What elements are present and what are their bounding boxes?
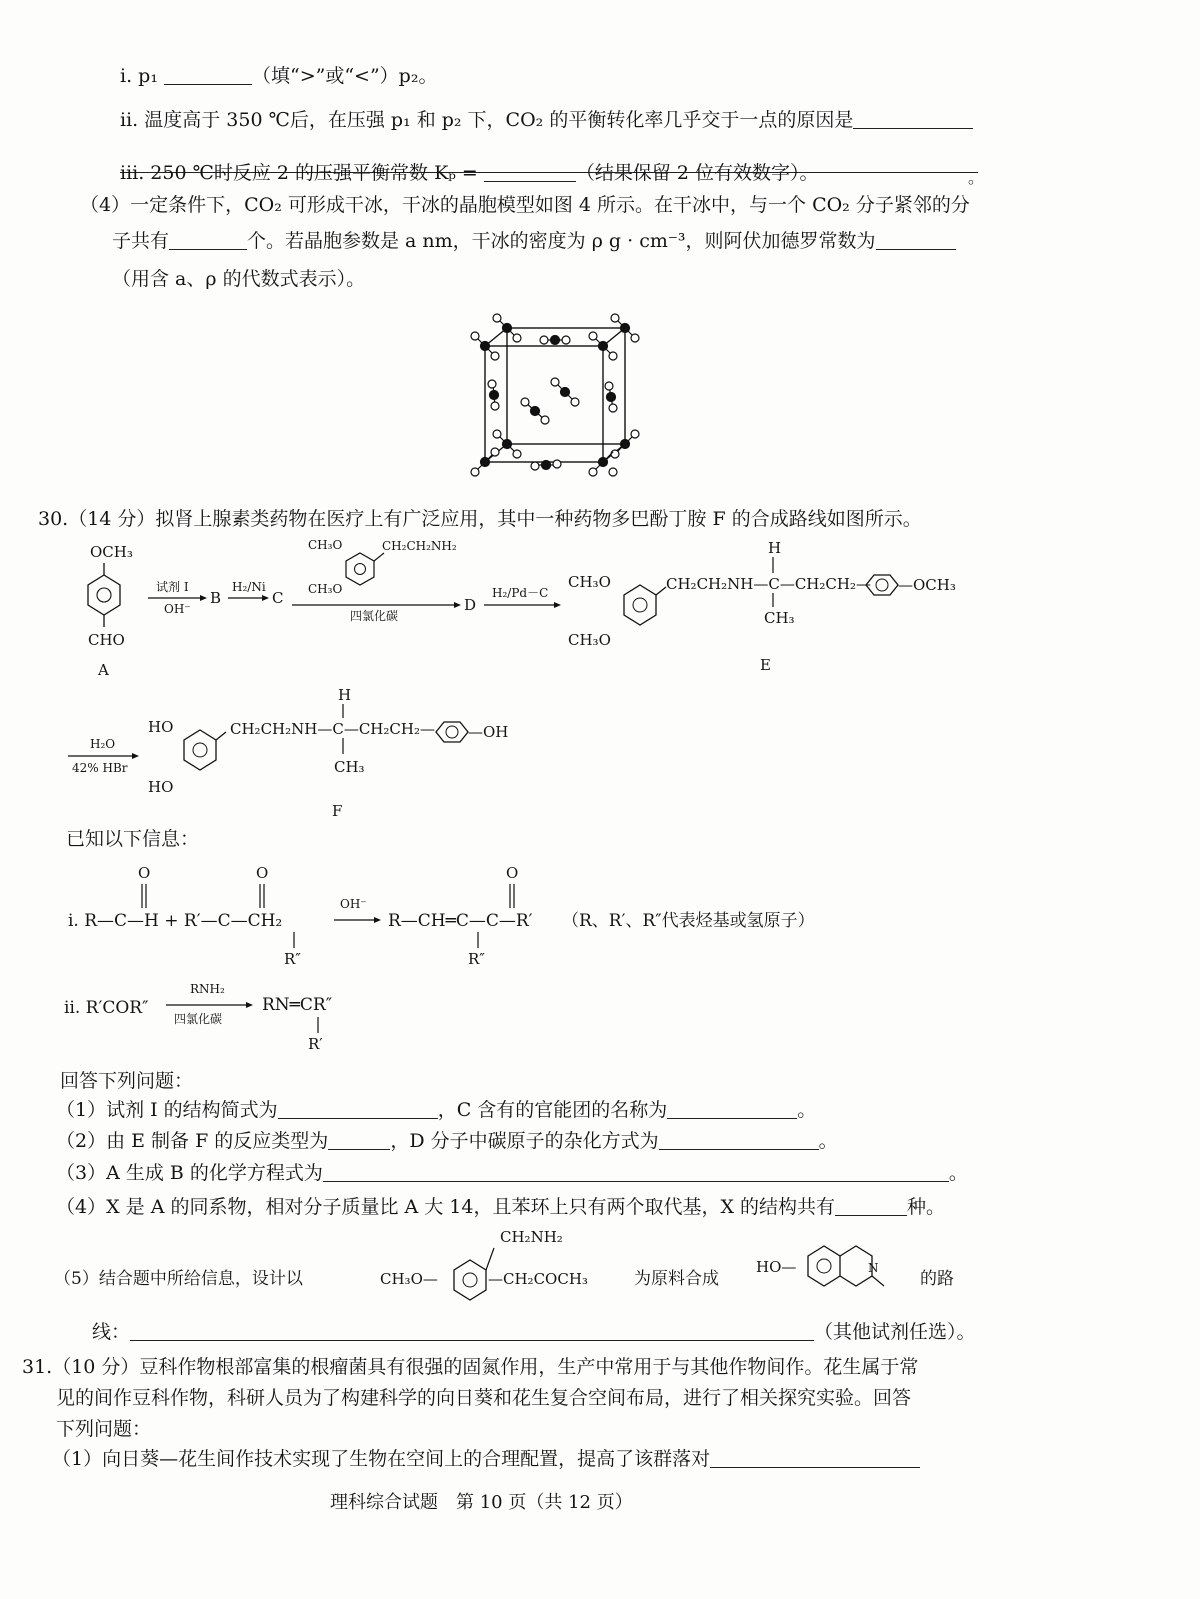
q29-4-line1 (80, 196, 970, 215)
answer-blank[interactable] (710, 1449, 920, 1468)
answer-blank[interactable] (169, 231, 247, 250)
arrow2-reagent: H₂/Ni (232, 580, 266, 594)
info-i-arrow-label: OH⁻ (340, 897, 367, 911)
E-ch3o-2: CH₃O (568, 631, 611, 649)
q29-3-iii-line (120, 163, 819, 183)
q29-4-text: （4）一定条件下，CO₂ 可形成干冰，干冰的晶胞模型如图 4 所示。在干冰中，与一个 CO₂ 分子紧邻的分 (80, 194, 970, 216)
q30-1-text-c: 。 (797, 1099, 817, 1121)
target-tetrahydroisoquinoline (756, 1246, 884, 1286)
q31-line1 (22, 1358, 918, 1377)
answer-blank[interactable] (853, 110, 973, 129)
q30-3-line (56, 1163, 968, 1183)
info-ii-product: RN═CR″ (262, 995, 333, 1015)
q30-2-text-b: ，D 分子中碳原子的杂化方式为 (390, 1130, 659, 1152)
q29-3-iii-text-b: （结果保留 2 位有效数字）。 (575, 162, 819, 184)
answer-blank[interactable] (667, 1100, 797, 1119)
arrow5-condition: 42% HBr (72, 761, 128, 775)
arrow1-reagent: 试剂 Ⅰ (156, 580, 189, 594)
q30-title (38, 510, 922, 529)
q30-4-text-a: （4）X 是 A 的同系物，相对分子质量比 A 大 14，且苯环上只有两个取代基，X 的结构共有 (56, 1196, 836, 1218)
info-i-product: R—CH═C—C—R′ (388, 911, 533, 931)
arrow5-reagent: H₂O (90, 737, 116, 751)
page-footer (330, 1494, 633, 1512)
q30-5-text-c: 的路 (920, 1269, 954, 1289)
info-ii-R: R′ (308, 1035, 323, 1053)
answer-blank[interactable] (328, 1131, 390, 1150)
info-ii-reactant: ⅱ. R′COR″ (64, 998, 149, 1018)
co2-molecule (540, 336, 570, 345)
q31-1-text: （1）向日葵—花生间作技术实现了生物在空间上的合理配置，提高了该群落对 (52, 1448, 711, 1470)
A-label: A (98, 661, 109, 679)
answer-blank[interactable] (876, 231, 956, 250)
q29-4-line3 (112, 270, 365, 289)
q31-text-3: 下列问题： (56, 1418, 152, 1440)
q30-2-text-a: （2）由 E 制备 F 的反应类型为 (56, 1130, 329, 1152)
info-i-reactants: ⅰ. R—C—H + R′—C—CH₂ (68, 911, 283, 931)
target-n: N (868, 1261, 879, 1275)
F-H: H (338, 686, 352, 704)
q30-1-text-a: （1）试剂 Ⅰ 的结构简式为 (56, 1099, 278, 1121)
q30-5-line2 (92, 1322, 976, 1342)
reagent-ch3o-2: CH₃O (308, 582, 343, 596)
E-ch3o-1: CH₃O (568, 573, 611, 591)
q29-3-i-line (120, 66, 437, 86)
arrow1-condition: OH⁻ (164, 602, 191, 616)
F-label: F (332, 802, 343, 820)
A-och3: OCH₃ (90, 543, 133, 561)
q30-5-line2-a: 线： (92, 1321, 131, 1343)
F-chain: CH₂CH₂NH—C—CH₂CH₂— (230, 720, 435, 738)
answer-intro-text: 回答下列问题： (60, 1070, 194, 1092)
q30-4-line (56, 1197, 945, 1217)
E-label: E (760, 656, 771, 674)
q31-line2 (56, 1389, 911, 1408)
co2-molecule (521, 398, 549, 424)
sm-ch3o: CH₃O— (380, 1270, 438, 1288)
q29-4-text-a: 子共有 (112, 230, 170, 252)
F-CH3: CH₃ (334, 758, 365, 776)
q30-5-line2-b: （其他试剂任选）。 (814, 1321, 976, 1343)
reagent-chain: CH₂CH₂NH₂ (382, 539, 457, 553)
answer-blank[interactable] (484, 163, 576, 182)
F-oh-end: —OH (468, 723, 509, 741)
amine-reagent (308, 538, 457, 596)
co2-molecule (551, 378, 579, 406)
q30-2-text-c: 。 (818, 1130, 838, 1152)
q30-4-text-b: 种。 (907, 1196, 946, 1218)
F-ho-2: HO (148, 778, 174, 796)
q31-text-1: 31.（10 分）豆科作物根部富集的根瘤菌具有很强的固氮作用，生产中常用于与其他作物间作。花生属于常 (22, 1356, 919, 1378)
co2-molecule (605, 382, 617, 412)
starting-material (380, 1228, 588, 1300)
answer-blank[interactable] (278, 1100, 438, 1119)
sm-ch2nh2: CH₂NH₂ (500, 1228, 563, 1246)
arrow4-reagent: H₂/Pd－C (492, 586, 549, 600)
D-label: D (464, 596, 477, 614)
dry-ice-unit-cell-figure (455, 310, 655, 495)
q30-1-line (56, 1100, 816, 1120)
E-och3-end: —OCH₃ (898, 576, 956, 594)
period: 。 (968, 168, 985, 187)
answer-blank[interactable] (835, 1197, 907, 1216)
info-i-R2: R″ (284, 950, 301, 968)
q29-3-ii-text: ⅱ. 温度高于 350 ℃后，在压强 p₁ 和 p₂ 下，CO₂ 的平衡转化率几乎交于一点的原因是 (120, 109, 854, 131)
info-i-O2: O (256, 864, 269, 882)
C-label: C (272, 589, 284, 607)
q29-3-ii-line (120, 110, 973, 130)
A-cho: CHO (88, 631, 125, 649)
q30-title-text: 30.（14 分）拟肾上腺素类药物在医疗上有广泛应用，其中一种药物多巴酚丁胺 F 的合成路线如图所示。 (38, 508, 922, 530)
compound-F (148, 686, 508, 820)
synthesis-scheme-row1 (60, 535, 980, 690)
arrow3-solvent: 四氯化碳 (350, 609, 399, 623)
known-info-heading (66, 830, 199, 849)
q31-text-2: 见的间作豆科作物，科研人员为了构建科学的向日葵和花生复合空间布局，进行了相关探究实验。回答 (56, 1387, 912, 1409)
q31-1-line (52, 1449, 920, 1469)
info-ii-reagent: RNH₂ (190, 982, 225, 996)
q30-5-text-a: （5）结合题中所给信息，设计以 (54, 1269, 303, 1289)
answer-intro (60, 1072, 193, 1091)
E-H: H (768, 539, 782, 557)
q30-5-line (50, 1222, 980, 1312)
q29-4-text-b: 个。若晶胞参数是 a nm，干冰的密度为 ρ g · cm⁻³，则阿伏加德罗常数为 (247, 230, 876, 252)
q30-1-text-b: ，C 含有的官能团的名称为 (437, 1099, 668, 1121)
known-info-text: 已知以下信息： (66, 828, 200, 850)
info-i-O3: O (506, 864, 519, 882)
answer-blank[interactable] (323, 1163, 949, 1182)
F-ho-1: HO (148, 718, 174, 736)
q29-4-text-c: （用含 a、ρ 的代数式表示）。 (112, 268, 366, 290)
info-i-note: （R、R′、R″代表烃基或氢原子） (562, 911, 815, 931)
q29-3-iii-text: ⅲ. 250 ℃时反应 2 的压强平衡常数 Kₚ = (120, 162, 484, 184)
co2-molecule (488, 380, 499, 410)
q30-3-period: 。 (948, 1162, 968, 1184)
q29-3-i-text: ⅰ. p₁ (120, 65, 164, 87)
info-i-R3: R″ (468, 950, 485, 968)
E-CH3: CH₃ (764, 609, 795, 627)
answer-blank[interactable] (659, 1131, 819, 1150)
answer-blank[interactable] (164, 66, 252, 85)
answer-blank[interactable] (130, 1322, 814, 1341)
sm-chain: —CH₂COCH₃ (488, 1270, 588, 1288)
q30-2-line (56, 1131, 838, 1151)
compound-E (568, 539, 956, 674)
compound-A (88, 543, 133, 679)
known-info-ii (62, 975, 462, 1055)
info-ii-solvent: 四氯化碳 (174, 1012, 223, 1026)
q30-5-text-b: 为原料合成 (634, 1269, 719, 1289)
known-info-i (62, 858, 942, 970)
footer-text: 理科综合试题 第 10 页（共 12 页） (330, 1492, 633, 1513)
q29-3-i-text-b: （填“>”或“<”）p₂。 (251, 65, 438, 87)
co2-molecule (531, 460, 561, 470)
target-ho: HO— (756, 1258, 797, 1276)
synthesis-scheme-row2 (60, 680, 580, 825)
reagent-ch3o-1: CH₃O (308, 538, 343, 552)
q31-line3 (56, 1420, 151, 1439)
info-i-O1: O (138, 864, 151, 882)
q30-3-text: （3）A 生成 B 的化学方程式为 (56, 1162, 323, 1184)
q29-4-line2 (112, 231, 956, 251)
E-chain: CH₂CH₂NH—C—CH₂CH₂— (666, 575, 871, 593)
B-label: B (210, 589, 222, 607)
